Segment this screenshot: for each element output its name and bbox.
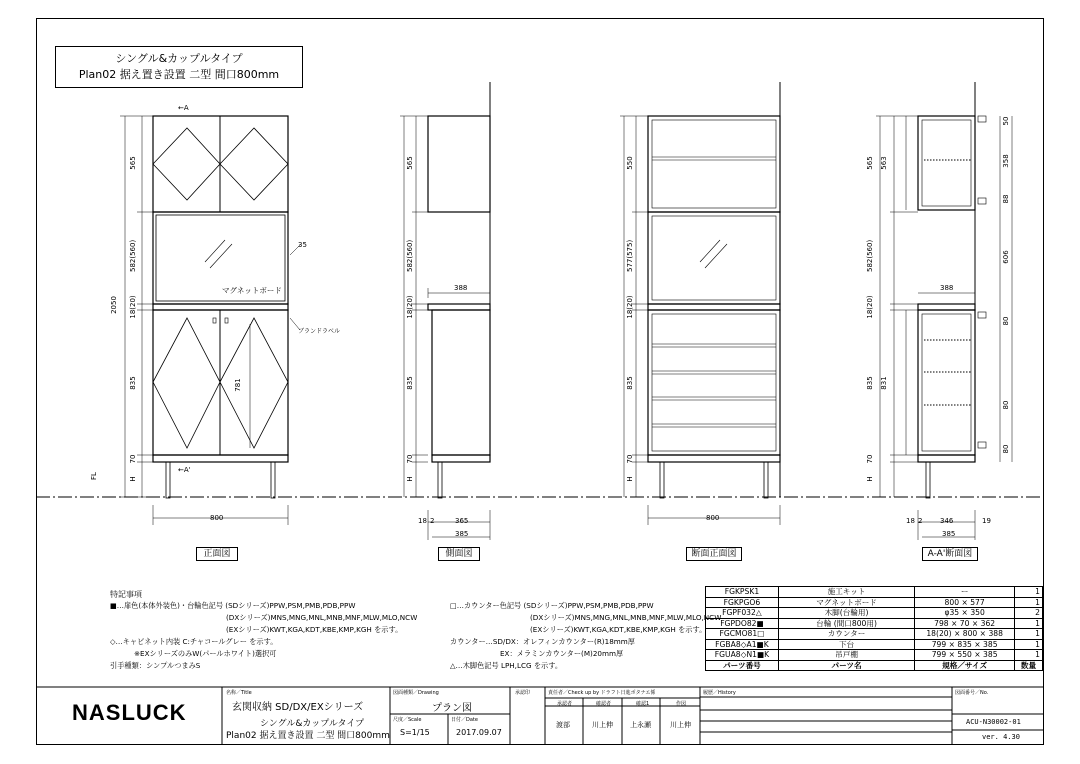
check-label: 責任者／Check up by ドラフト日進ポタナエ係 xyxy=(548,690,656,696)
title-block-lines xyxy=(36,687,1044,745)
part-size: 18(20) × 800 × 388 xyxy=(915,629,1015,640)
note-right-5: EX：メラミンカウンター(M)20mm厚 xyxy=(500,649,624,658)
fl-label: FL xyxy=(90,472,98,480)
aa-dim-leg: H xyxy=(866,476,874,482)
aa-dim-middle: 582(560) xyxy=(866,239,874,272)
part-name: 施工キット xyxy=(778,587,914,598)
section-view-label: 断面正面図 xyxy=(686,547,742,561)
part-qty: 1 xyxy=(1015,639,1043,650)
side-dim-middle: 582(560) xyxy=(406,239,414,272)
side-dim-depth-top: 388 xyxy=(454,284,468,292)
part-number: FGKPSK1 xyxy=(706,587,779,598)
part-name: 台輪 (間口800用) xyxy=(778,618,914,629)
side-dim-bottom-a: 18 xyxy=(418,517,427,525)
aa-dim-joint: 18(20) xyxy=(866,295,874,319)
title-line1: 玄関収納 SD/DX/EXシリーズ xyxy=(232,702,364,713)
aa-dim-right-3: 88 xyxy=(1002,194,1010,204)
drawing-type: プラン図 xyxy=(432,703,472,714)
part-number: FGCMO81□ xyxy=(706,629,779,640)
part-qty: 1 xyxy=(1015,650,1043,661)
part-number: FGPF032△ xyxy=(706,608,779,619)
front-dim-handle: 781 xyxy=(234,378,242,392)
table-row xyxy=(706,608,1043,619)
table-row xyxy=(706,639,1043,650)
part-name: 吊戸棚 xyxy=(778,650,914,661)
role-approver: 承認者 xyxy=(557,701,573,707)
table-row xyxy=(706,629,1043,640)
header-qty: 数量 xyxy=(1015,660,1043,671)
note-right-1: □…カウンター色記号 (SDシリーズ)PPW,PSM,PMB,PDB,PPW xyxy=(450,601,654,610)
header-size: 規格／サイズ xyxy=(915,660,1015,671)
note-left-6: 引手種類：シンプルつまみS xyxy=(110,661,201,670)
header-part-name: パーツ名 xyxy=(778,660,914,671)
date-value: 2017.09.07 xyxy=(456,728,502,737)
note-right-4: カウンター…SD/DX：オレフィンカウンター(R)18mm厚 xyxy=(450,637,635,646)
nasluck-logo: NASLUCK xyxy=(72,700,187,725)
part-size: φ35 × 350 xyxy=(915,608,1015,619)
part-qty: 2 xyxy=(1015,608,1043,619)
drawing-type-label: 図面種類／Drawing xyxy=(393,690,439,696)
part-size: 799 × 550 × 385 xyxy=(915,650,1015,661)
dim-35: 35 xyxy=(298,241,307,249)
front-dim-middle: 582(560) xyxy=(129,239,137,272)
scale-value: S=1/15 xyxy=(400,728,430,737)
aa-dim-lower-b: 831 xyxy=(880,376,888,390)
front-view-drawing xyxy=(120,116,300,525)
aa-dim-right-2: 358 xyxy=(1002,154,1010,168)
front-dim-leg: H xyxy=(129,476,137,482)
side-dim-bottom-b: 2 xyxy=(430,517,435,525)
role-drafter: 作図 xyxy=(676,701,687,707)
scale-label: 尺度／Scale xyxy=(393,717,422,723)
note-right-2: (DXシリーズ)MNS,MNG,MNL,MNB,MNF,MLW,MLO,NCW xyxy=(530,613,722,622)
front-dim-upper: 565 xyxy=(129,156,137,170)
role-check1: 確認1 xyxy=(636,701,650,707)
aa-dim-bottom-total: 385 xyxy=(942,530,956,538)
side-view-label: 側面図 xyxy=(438,547,480,561)
table-header-row xyxy=(706,660,1043,671)
part-name: 下台 xyxy=(778,639,914,650)
note-left-1: ■…扉色(本体外装色)・台輪色記号 (SDシリーズ)PPW,PSM,PMB,PDB,PPW xyxy=(110,601,356,610)
version: ver. 4.30 xyxy=(982,733,1020,741)
part-qty: 1 xyxy=(1015,618,1043,629)
part-name: 木脚(台輪用) xyxy=(778,608,914,619)
front-dim-total: 2050 xyxy=(110,296,118,314)
side-dim-lower: 835 xyxy=(406,376,414,390)
part-name: カウンター xyxy=(778,629,914,640)
note-left-2: (DXシリーズ)MNS,MNG,MNL,MNB,MNF,MLW,MLO,NCW xyxy=(226,613,418,622)
magnet-board-label: マグネットボード xyxy=(222,286,282,295)
aa-dim-right-6: 80 xyxy=(1002,400,1010,410)
section-dim-joint: 18(20) xyxy=(626,295,634,319)
part-number: FGKPGO6 xyxy=(706,597,779,608)
name-drafter: 川上伸 xyxy=(670,721,691,729)
table-row xyxy=(706,618,1043,629)
section-mark-bottom: ←A' xyxy=(178,466,191,474)
approval-label: 承認印 xyxy=(515,690,531,696)
title-line2: シングル&カップルタイプ xyxy=(260,719,365,729)
aa-dim-bottom-d: 19 xyxy=(982,517,991,525)
aa-dim-bottom-a: 18 xyxy=(906,517,915,525)
part-size: ー xyxy=(915,587,1015,598)
part-qty: 1 xyxy=(1015,587,1043,598)
section-dim-leg: H xyxy=(626,476,634,482)
side-dim-leg: H xyxy=(406,476,414,482)
section-dim-middle: 577(575) xyxy=(626,239,634,272)
table-row xyxy=(706,587,1043,598)
note-left-5: ※EXシリーズのみW(パールホワイト)選択可 xyxy=(134,649,277,658)
name-check1: 上永瀬 xyxy=(630,721,651,729)
name-checker: 川上伸 xyxy=(592,721,613,729)
aa-dim-upper-a: 565 xyxy=(866,156,874,170)
plan-title-line1: シングル&カップルタイプ xyxy=(115,52,243,65)
drawing-number: ACU-N30002-01 xyxy=(966,718,1021,726)
notes-heading: 特記事項 xyxy=(110,590,142,599)
part-size: 799 × 835 × 385 xyxy=(915,639,1015,650)
side-dim-base: 70 xyxy=(406,454,414,464)
front-dim-lower: 835 xyxy=(129,376,137,390)
side-dim-bottom-total: 385 xyxy=(455,530,469,538)
title-line3: Plan02 据え置き設置 二型 間口800mm xyxy=(226,731,390,741)
part-number: FGPDO82■ xyxy=(706,618,779,629)
note-left-3: (EXシリーズ)KWT,KGA,KDT,KBE,KMP,KGH を示す。 xyxy=(226,625,403,634)
aa-dim-right-7: 80 xyxy=(1002,444,1010,454)
aa-dim-right-1: 50 xyxy=(1002,116,1010,126)
aa-dim-upper-b: 563 xyxy=(880,156,888,170)
table-row xyxy=(706,597,1043,608)
part-size: 800 × 577 xyxy=(915,597,1015,608)
date-label: 日付／Date xyxy=(451,717,478,723)
part-number: FGBA8◇A1■K xyxy=(706,639,779,650)
history-label: 履歴／History xyxy=(703,690,736,696)
title-label: 名称／Title xyxy=(226,690,252,696)
aa-dim-base: 70 xyxy=(866,454,874,464)
role-checker: 確認者 xyxy=(596,701,612,707)
section-dim-upper: 550 xyxy=(626,156,634,170)
aa-dim-lower-a: 835 xyxy=(866,376,874,390)
part-name: マグネットボード xyxy=(778,597,914,608)
header-part-number: パーツ番号 xyxy=(706,660,779,671)
note-right-3: (EXシリーズ)KWT,KGA,KDT,KBE,KMP,KGH を示す。 xyxy=(530,625,707,634)
part-number: FGUA8◇N1■K xyxy=(706,650,779,661)
side-dim-joint: 18(20) xyxy=(406,295,414,319)
aa-dim-bottom-b: 2 xyxy=(918,517,923,525)
note-right-6: △…木脚色記号 LPH,LCG を示す。 xyxy=(450,661,563,670)
note-left-4: ◇…キャビネット内装 C:チャコールグレー を示す。 xyxy=(110,637,278,646)
aa-dim-bottom-c: 346 xyxy=(940,517,954,525)
brand-label: ブランドラベル xyxy=(298,328,341,335)
aa-view-label: A-A'断面図 xyxy=(922,547,978,561)
front-view-label: 正面図 xyxy=(196,547,238,561)
front-dim-width: 800 xyxy=(210,514,224,522)
section-mark-top: ←A xyxy=(178,104,189,112)
section-dim-base: 70 xyxy=(626,454,634,464)
section-front-view-drawing xyxy=(620,82,780,525)
name-approver: 渡部 xyxy=(556,721,570,729)
side-dim-upper: 565 xyxy=(406,156,414,170)
aa-dim-top-depth: 388 xyxy=(940,284,954,292)
section-dim-lower: 835 xyxy=(626,376,634,390)
side-dim-bottom-c: 365 xyxy=(455,517,469,525)
drawing-number-label: 図面番号／No. xyxy=(955,690,989,696)
part-qty: 1 xyxy=(1015,629,1043,640)
front-dim-joint: 18(20) xyxy=(129,295,137,319)
part-size: 798 × 70 × 362 xyxy=(915,618,1015,629)
section-dim-width: 800 xyxy=(706,514,720,522)
plan-title-line2: Plan02 据え置き設置 二型 間口800mm xyxy=(78,68,280,81)
aa-dim-right-5: 80 xyxy=(1002,316,1010,326)
parts-table xyxy=(705,586,1043,671)
aa-section-drawing xyxy=(876,82,1012,540)
front-dim-base: 70 xyxy=(129,454,137,464)
aa-dim-right-4: 606 xyxy=(1002,250,1010,264)
table-row xyxy=(706,650,1043,661)
part-qty: 1 xyxy=(1015,597,1043,608)
